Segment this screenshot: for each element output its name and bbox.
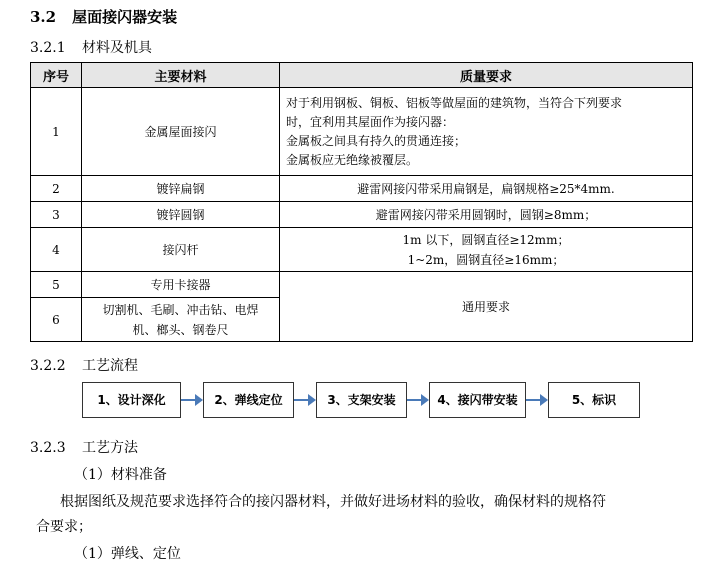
requirement-line: 金属板之间具有持久的贯通连接； [286, 133, 467, 148]
method-paragraph-line: 合要求； [36, 519, 92, 535]
row-no: 5 [31, 272, 82, 298]
subsection-title: 工艺流程 [82, 358, 138, 374]
requirement-line: 1m 以下，圆钢直径≥12mm； [402, 232, 570, 247]
subsection-heading-materials [30, 37, 152, 57]
header-material: 主要材料 [82, 63, 280, 88]
common-requirement: 通用要求 [280, 272, 693, 342]
requirement-line: 1~2m，圆钢直径≥16mm； [407, 252, 565, 267]
requirement-line: 时，宜利用其屋面作为接闪器： [286, 114, 455, 129]
row-material [82, 298, 280, 342]
subsection-heading-process [30, 355, 138, 375]
arrow-right-icon [181, 394, 203, 406]
row-material: 专用卡接器 [82, 272, 280, 298]
row-material: 金属屋面接闪 [82, 88, 280, 176]
arrow-right-icon [407, 394, 429, 406]
process-flow [82, 382, 642, 418]
row-requirement [280, 88, 693, 176]
flow-step-5: 5、标识 [548, 382, 640, 418]
subsection-number: 3.2.2 [30, 358, 66, 374]
header-requirement: 质量要求 [280, 63, 693, 88]
row-material: 镀锌扁钢 [82, 176, 280, 202]
row-no: 3 [31, 202, 82, 228]
material-line: 切割机、毛刷、冲击钻、电焊 [102, 302, 259, 317]
table-row [31, 228, 693, 272]
method-item-marking: （1）弹线、定位 [74, 546, 181, 562]
row-no: 2 [31, 176, 82, 202]
table-row [31, 272, 693, 298]
table-header-row [31, 63, 693, 88]
table-row [31, 176, 693, 202]
requirement-line: 对于利用钢板、铜板、铝板等做屋面的建筑物，当符合下列要求 [286, 95, 623, 110]
row-requirement: 避雷网接闪带采用圆钢时，圆钢≥8mm； [280, 202, 693, 228]
flow-step-2: 2、弹线定位 [203, 382, 294, 418]
row-material: 镀锌圆钢 [82, 202, 280, 228]
table-row [31, 88, 693, 176]
flow-step-1: 1、设计深化 [82, 382, 181, 418]
row-no: 1 [31, 88, 82, 176]
row-requirement [280, 228, 693, 272]
flow-step-3: 3、支架安装 [316, 382, 407, 418]
method-item-materials: （1）材料准备 [74, 467, 167, 483]
subsection-number: 3.2.3 [30, 440, 66, 456]
requirement-line: 金属板应无绝缘被覆层。 [286, 152, 419, 167]
section-title: 屋面接闪器安装 [72, 8, 178, 26]
table-row [31, 202, 693, 228]
subsection-heading-method [30, 437, 138, 457]
arrow-right-icon [294, 394, 316, 406]
flow-step-4: 4、接闪带安装 [429, 382, 526, 418]
subsection-title: 工艺方法 [82, 440, 138, 456]
row-no: 6 [31, 298, 82, 342]
row-requirement: 避雷网接闪带采用扁钢是，扁钢规格≥25*4mm. [280, 176, 693, 202]
section-heading [30, 6, 177, 27]
method-paragraph-line: 根据图纸及规范要求选择符合的接闪器材料，并做好进场材料的验收，确保材料的规格符 [60, 494, 606, 510]
row-no: 4 [31, 228, 82, 272]
arrow-right-icon [526, 394, 548, 406]
row-material: 接闪杆 [82, 228, 280, 272]
section-number: 3.2 [30, 8, 57, 26]
materials-table [30, 62, 693, 342]
subsection-number: 3.2.1 [30, 40, 66, 56]
header-no: 序号 [31, 63, 82, 88]
subsection-title: 材料及机具 [82, 40, 152, 56]
material-line: 机、榔头、钢卷尺 [132, 322, 229, 337]
